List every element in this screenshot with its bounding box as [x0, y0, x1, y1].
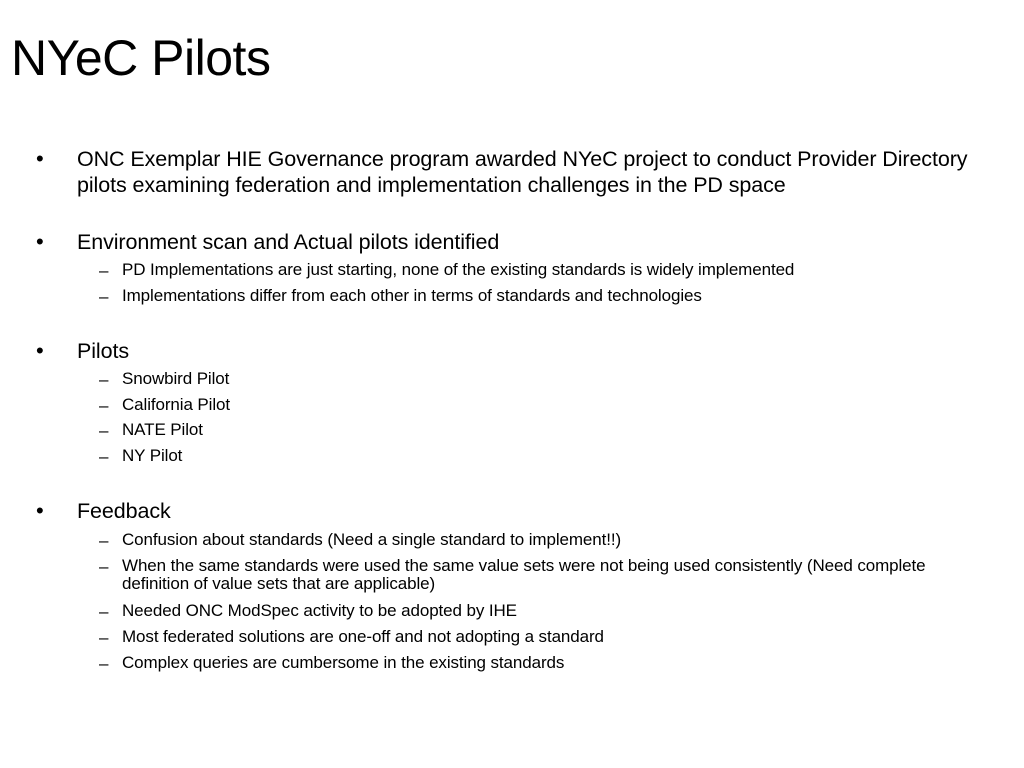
sub-bullet-text: Most federated solutions are one-off and not adopting a standard [122, 627, 604, 646]
dash-icon: – [99, 602, 109, 621]
sub-bullet-text: NY Pilot [122, 446, 183, 465]
dash-icon: – [99, 396, 109, 415]
sub-bullet-text: Needed ONC ModSpec activity to be adopted by IHE [122, 601, 517, 620]
dash-icon: – [99, 557, 109, 576]
sub-bullet-text: NATE Pilot [122, 420, 203, 439]
sub-bullet-text: Confusion about standards (Need a single standard to implement!!) [122, 530, 622, 549]
bullet-icon: • [36, 338, 44, 363]
dash-icon: – [99, 654, 109, 673]
slide-title: NYeC Pilots [11, 30, 271, 86]
dash-icon: – [99, 261, 109, 280]
sub-bullet-text: PD Implementations are just starting, none of the existing standards is widely implemented [122, 260, 795, 279]
sub-bullet-text: Complex queries are cumbersome in the existing standards [122, 653, 565, 672]
dash-icon: – [99, 370, 109, 389]
bullet-icon: • [36, 229, 44, 254]
bullet-text: Feedback [77, 499, 171, 523]
dash-icon: – [99, 628, 109, 647]
dash-icon: – [99, 531, 109, 550]
dash-icon: – [99, 287, 109, 306]
bullet-text: Environment scan and Actual pilots identified [77, 230, 500, 254]
sub-bullet-text: Snowbird Pilot [122, 369, 230, 388]
sub-bullet-text: Implementations differ from each other in terms of standards and technologies [122, 286, 702, 305]
sub-bullet-text: California Pilot [122, 395, 231, 414]
bullet-icon: • [36, 146, 44, 171]
bullet-text: ONC Exemplar HIE Governance program awarded NYeC project to conduct Provider Directory pilots examining federation and implementation challenges in the PD space [77, 147, 968, 197]
bullet-text: Pilots [77, 339, 129, 363]
sub-bullet-text: When the same standards were used the same value sets were not being used consistently (Need complete definition of value sets that are applicable) [122, 556, 926, 593]
bullet-icon: • [36, 498, 44, 523]
dash-icon: – [99, 421, 109, 440]
dash-icon: – [99, 447, 109, 466]
